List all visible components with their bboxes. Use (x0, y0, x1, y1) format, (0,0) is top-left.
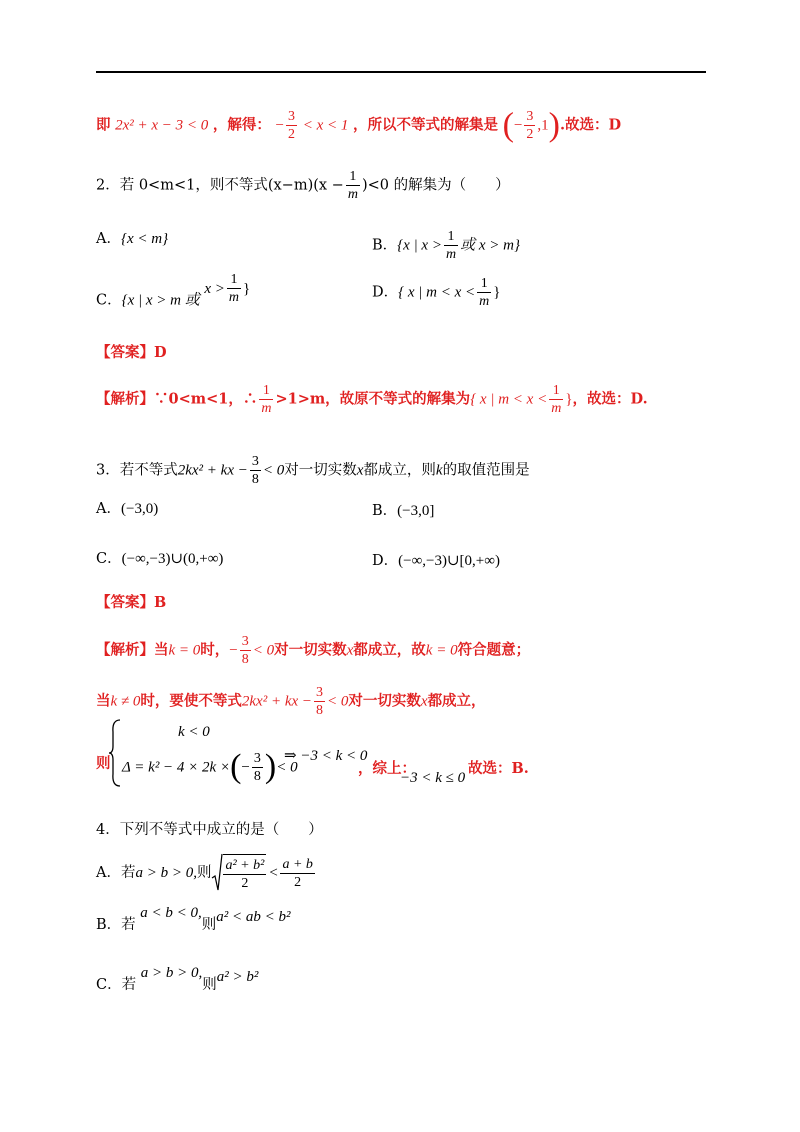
q2-option-d: D．{ x | m < x < $\frac{1}{m}$ } (372, 276, 501, 309)
q3-explanation-1: 【解析】当k = 0时，− $\frac{3}{8}$ < 0对一切实数x都成立，故k = 0符合题意； (96, 634, 531, 667)
q2-option-a: A．{x < m} (96, 231, 169, 247)
q4-option-a: A．若a > b > 0,则 $\frac{\text{a² + b²}}{2}$ < $\frac{a + b}{2}$ (96, 852, 317, 894)
q3-then: 则 (96, 755, 111, 772)
q3-option-b: B．(−3,0] (372, 503, 435, 519)
header-rule (96, 71, 706, 73)
q1-minus: − (275, 117, 284, 134)
q3-summary-label: ，综上： (358, 760, 416, 777)
q2-option-a-math: {x < m} (120, 231, 169, 247)
q3-option-c: C．(−∞,−3)∪(0,+∞) (96, 551, 224, 567)
system-row-2: Δ = k² − 4 × 2k ×(− $\frac{3}{8}$ )< 0 (122, 748, 298, 785)
system-brace (108, 718, 122, 788)
q3-stem: 3．若不等式2kx² + kx − $\frac{3}{8}$ < 0对一切实数x都成立，则k的取值范围是 (96, 454, 530, 487)
q2-stem-b: )<0 的解集为（ ） (361, 177, 510, 194)
q1-choice: .故选：D (559, 116, 622, 134)
q1-inequality: 2x² + x − 3 < 0 (115, 117, 209, 134)
q1-text-1: 即 (96, 116, 111, 134)
q2-stem (96, 168, 510, 203)
q1-text-2: ，解得： (212, 116, 271, 134)
q3-option-a: A．(−3,0) (96, 501, 159, 517)
q1-fraction: $\frac{3}{2}$ (287, 109, 295, 142)
q1-solution-line: 即 2x² + x − 3 < 0 ，解得： − $\frac{3}{2}$ < x < 1 ，所以不等式的解集是 (− $\frac{3}{2}$ ,1).故选：D (96, 106, 622, 144)
q1-solution-range: < x < 1 (298, 117, 349, 134)
q3-choice: 故选：B. (468, 760, 529, 777)
system-implies: ⇒ −3 < k < 0 (284, 748, 368, 764)
q2-stem-fraction: $\frac{1}{m}$ (347, 169, 358, 202)
q3-option-d: D．(−∞,−3)∪[0,+∞) (372, 553, 500, 569)
q2-option-b-rest: 或 x > m} (460, 237, 520, 254)
sqrt-sign-icon (211, 852, 223, 894)
q3-answer: 【答案】B (96, 594, 167, 611)
q1-text-3: ，所以不等式的解集是 (353, 116, 498, 134)
q1-set-open: ( (502, 106, 514, 144)
q2-explanation: 【解析】∵0<m<1，∴ $\frac{1}{m}$ >1>m，故原不等式的解集为{ x | m < x < $\frac{1}{m}$ }，故选：D. (96, 383, 648, 416)
q3-final-range: −3 < k ≤ 0 (400, 770, 466, 786)
q1-set-close: ) (548, 106, 560, 144)
q4-option-c: C．若 a > b > 0,则a² > b² (96, 965, 259, 993)
q2-option-b: B．{x | x > $\frac{1}{m}$ 或 x > m} (372, 229, 520, 262)
q3-explanation-2: 当k ≠ 0时，要使不等式2kx² + kx − $\frac{3}{8}$ < 0对一切实数x都成立， (96, 685, 486, 718)
q4-stem: 4．下列不等式中成立的是（ ） (96, 822, 323, 838)
system-row-1: k < 0 (178, 724, 210, 740)
q1-set-fraction: $\frac{3}{2}$ (526, 109, 534, 142)
q2-answer: 【答案】D (96, 344, 167, 361)
q1-set-rest: ,1 (537, 117, 549, 134)
q2-stem-a: 2．若 0<m<1，则不等式(x−m)(x − (96, 177, 344, 194)
q2-option-c: C．{x | x > m 或 x > $\frac{1}{m}$ } (96, 272, 251, 309)
q4-option-b: B．若 a < b < 0,则a² < ab < b² (96, 905, 291, 933)
